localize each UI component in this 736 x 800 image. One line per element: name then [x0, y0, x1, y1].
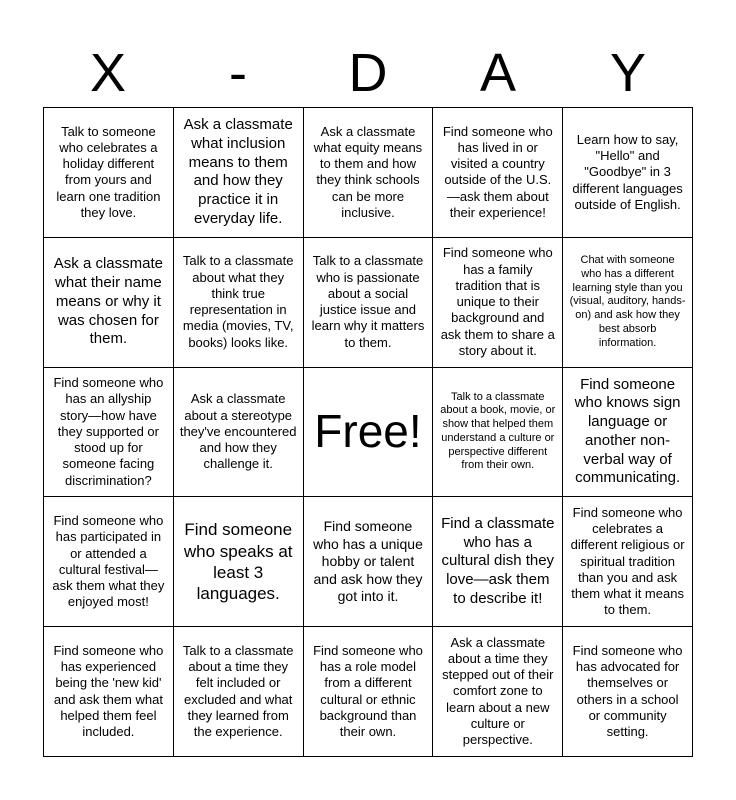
title-letter: D	[348, 43, 388, 103]
bingo-cell-text: Find someone who has experienced being the 'new kid' and ask them what helped them feel included.	[53, 642, 164, 740]
bingo-cell[interactable]	[563, 497, 693, 627]
bingo-cell-text: Learn how to say, "Hello" and "Goodbye" in 3 different languages outside of English.	[572, 131, 683, 212]
bingo-cell-text: Chat with someone who has a different learning style than you (visual, auditory, hands-on) and ask how they best absorb information.	[569, 254, 686, 349]
bingo-cell-text: Find someone who knows sign language or another non-verbal way of communicating.	[574, 375, 681, 487]
bingo-cell-text: Ask a classmate what their name means or why it was chosen for them.	[53, 255, 163, 348]
bingo-cell-text: Talk to a classmate about a time they felt included or excluded and what they learned from the experience.	[182, 642, 294, 740]
bingo-cell[interactable]	[44, 108, 174, 238]
bingo-cell-text: Talk to a classmate about a book, movie, or show that helped them understand a culture or perspective different from their own.	[440, 390, 556, 472]
bingo-cell[interactable]	[433, 238, 563, 368]
bingo-cell[interactable]	[563, 368, 693, 498]
bingo-cell-text: Find someone who has a unique hobby or talent and ask how they got into it.	[313, 518, 423, 605]
free-space-text: Free!	[314, 405, 422, 458]
bingo-cell[interactable]	[174, 108, 304, 238]
bingo-cell-text: Find someone who has advocated for themselves or others in a school or community setting.	[572, 642, 683, 740]
title-letter: Y	[609, 43, 647, 103]
bingo-cell[interactable]	[174, 238, 304, 368]
bingo-cell[interactable]	[563, 108, 693, 238]
bingo-cell-text: Find someone who has a family tradition that is unique to their background and ask them to share a story about it.	[440, 245, 555, 358]
bingo-cell-text: Ask a classmate what equity means to them and how they think schools can be more inclusive.	[313, 123, 423, 220]
title-letter: A	[479, 43, 517, 103]
bingo-cell[interactable]	[433, 368, 563, 498]
bingo-cell-text: Find someone who has an allyship story—how have they supported or stood up for someone facing discrimination?	[53, 375, 164, 488]
bingo-cell[interactable]	[44, 238, 174, 368]
free-space-cell[interactable]	[304, 368, 434, 498]
bingo-cell[interactable]	[433, 627, 563, 757]
bingo-cell-text: Find a classmate who has a cultural dish they love—ask them to describe it!	[441, 514, 555, 607]
bingo-cell[interactable]	[304, 497, 434, 627]
bingo-cell-text: Talk to someone who celebrates a holiday different from yours and learn one tradition they love.	[56, 123, 161, 220]
bingo-cell[interactable]	[44, 368, 174, 498]
bingo-cell[interactable]	[304, 238, 434, 368]
title-letter: -	[229, 43, 247, 103]
bingo-cell[interactable]	[44, 497, 174, 627]
bingo-cell[interactable]	[174, 368, 304, 498]
bingo-cell-text: Find someone who has lived in or visited a country outside of the U.S.—ask them about their experience!	[442, 123, 553, 220]
bingo-cell-text: Ask a classmate what inclusion means to them and how they practice it in everyday life.	[183, 116, 293, 227]
bingo-cell[interactable]	[563, 238, 693, 368]
bingo-cell[interactable]	[174, 497, 304, 627]
bingo-title	[43, 40, 693, 106]
bingo-grid	[43, 107, 693, 757]
title-letter: X	[89, 43, 127, 103]
bingo-cell-text: Talk to a classmate who is passionate about a social justice issue and learn why it matters to them.	[311, 253, 425, 350]
bingo-cell[interactable]	[174, 627, 304, 757]
bingo-cell[interactable]	[304, 108, 434, 238]
bingo-cell[interactable]	[44, 627, 174, 757]
bingo-cell-text: Talk to a classmate about what they think true representation in media (movies, TV, books) looks like.	[182, 253, 294, 350]
bingo-cell-text: Find someone who celebrates a different religious or spiritual tradition than you and ask them what it means to them.	[570, 504, 685, 618]
bingo-cell[interactable]	[304, 627, 434, 757]
bingo-cell-text: Ask a classmate about a stereotype they've encountered and how they challenge it.	[179, 391, 297, 472]
bingo-cell[interactable]	[433, 108, 563, 238]
bingo-cell-text: Find someone who has participated in or attended a cultural festival—ask them what they enjoyed most!	[52, 513, 165, 610]
bingo-cell[interactable]	[433, 497, 563, 627]
bingo-cell-text: Ask a classmate about a time they stepped out of their comfort zone to learn about a new culture or perspective.	[442, 634, 554, 748]
bingo-cell[interactable]	[563, 627, 693, 757]
bingo-cell-text: Find someone who has a role model from a different cultural or ethnic background than their own.	[313, 642, 423, 740]
bingo-cell-text: Find someone who speaks at least 3 languages.	[183, 520, 293, 604]
